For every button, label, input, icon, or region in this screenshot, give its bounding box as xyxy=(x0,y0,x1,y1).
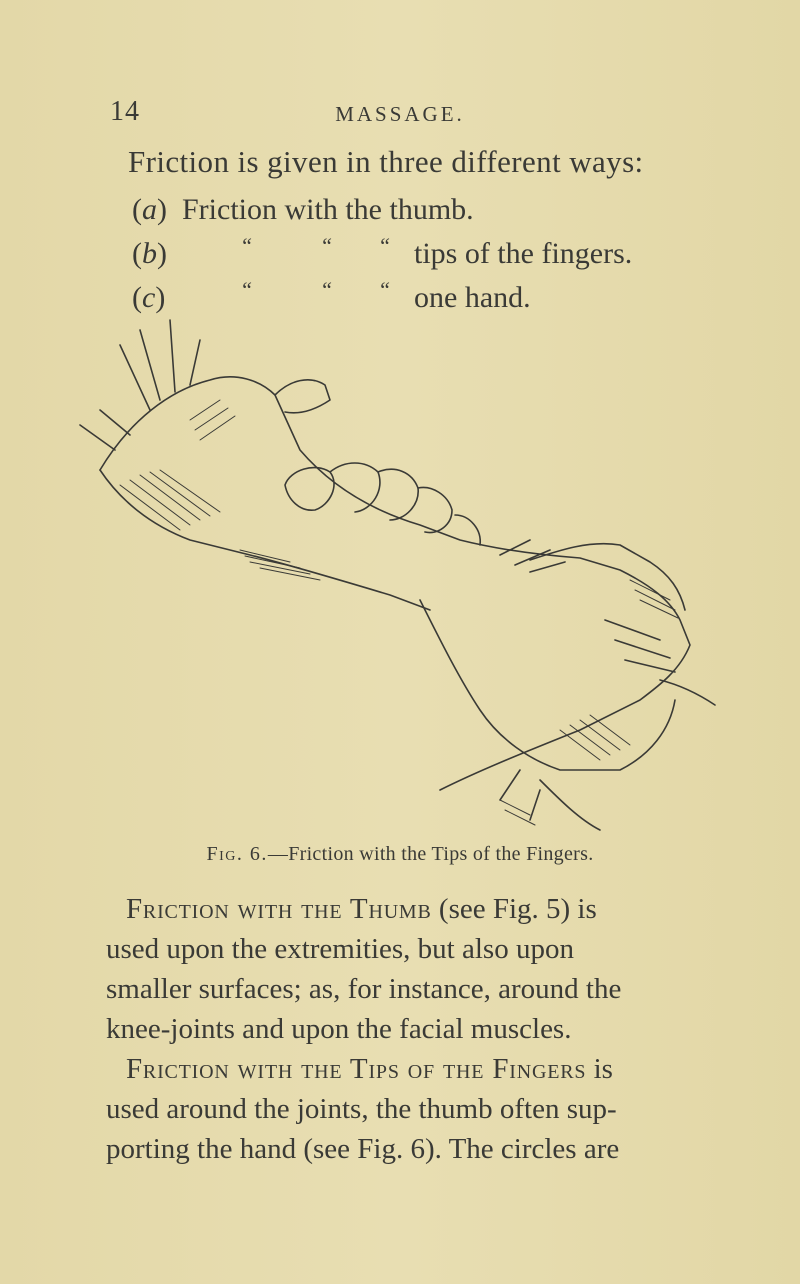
list-marker: (a) xyxy=(132,193,167,226)
hands-friction-illustration xyxy=(60,300,740,840)
paragraph-1-line: smaller surfaces; as, for instance, around the xyxy=(106,973,622,1005)
list-marker: (c) xyxy=(132,281,166,314)
paragraph-1-line: Friction with the Thumb (see Fig. 5) is xyxy=(126,893,597,925)
ditto-mark: “ xyxy=(320,233,333,258)
list-item-text: Friction with the thumb. xyxy=(182,193,474,226)
paragraph-2-line: Friction with the Tips of the Fingers is xyxy=(126,1053,613,1085)
lower-hand-drawing xyxy=(80,320,690,790)
ditto-mark: “ xyxy=(378,233,391,258)
paragraph-1-lead: Friction with the Thumb xyxy=(126,893,432,925)
list-item-text: tips of the fingers. xyxy=(414,237,633,270)
running-head: MASSAGE. xyxy=(335,102,465,126)
page-header xyxy=(110,96,690,136)
paragraph-2-line: porting the hand (see Fig. 6). The circles are xyxy=(106,1133,620,1165)
shading-hatching xyxy=(120,400,678,825)
intro-sentence: Friction is given in three different ways: xyxy=(128,144,644,179)
ditto-mark: “ xyxy=(378,277,391,302)
paragraph-2-line: used around the joints, the thumb often sup- xyxy=(106,1093,617,1125)
paragraph-1-line: used upon the extremities, but also upon xyxy=(106,933,574,965)
list-item-text: one hand. xyxy=(414,281,531,314)
ditto-mark: “ xyxy=(320,277,333,302)
figure-caption xyxy=(0,843,800,866)
list-marker: (b) xyxy=(132,237,167,270)
paragraph-1-line: knee-joints and upon the facial muscles. xyxy=(106,1013,572,1045)
ditto-mark: “ xyxy=(240,277,253,302)
figure-caption-text: —Friction with the Tips of the Fingers. xyxy=(267,843,594,865)
paragraph-2-lead: Friction with the Tips of the Fingers xyxy=(126,1053,587,1085)
page-number: 14 xyxy=(110,96,140,127)
upper-hand-drawing xyxy=(420,544,715,830)
figure-label: Fig. 6. xyxy=(206,843,268,865)
ditto-mark: “ xyxy=(240,233,253,258)
